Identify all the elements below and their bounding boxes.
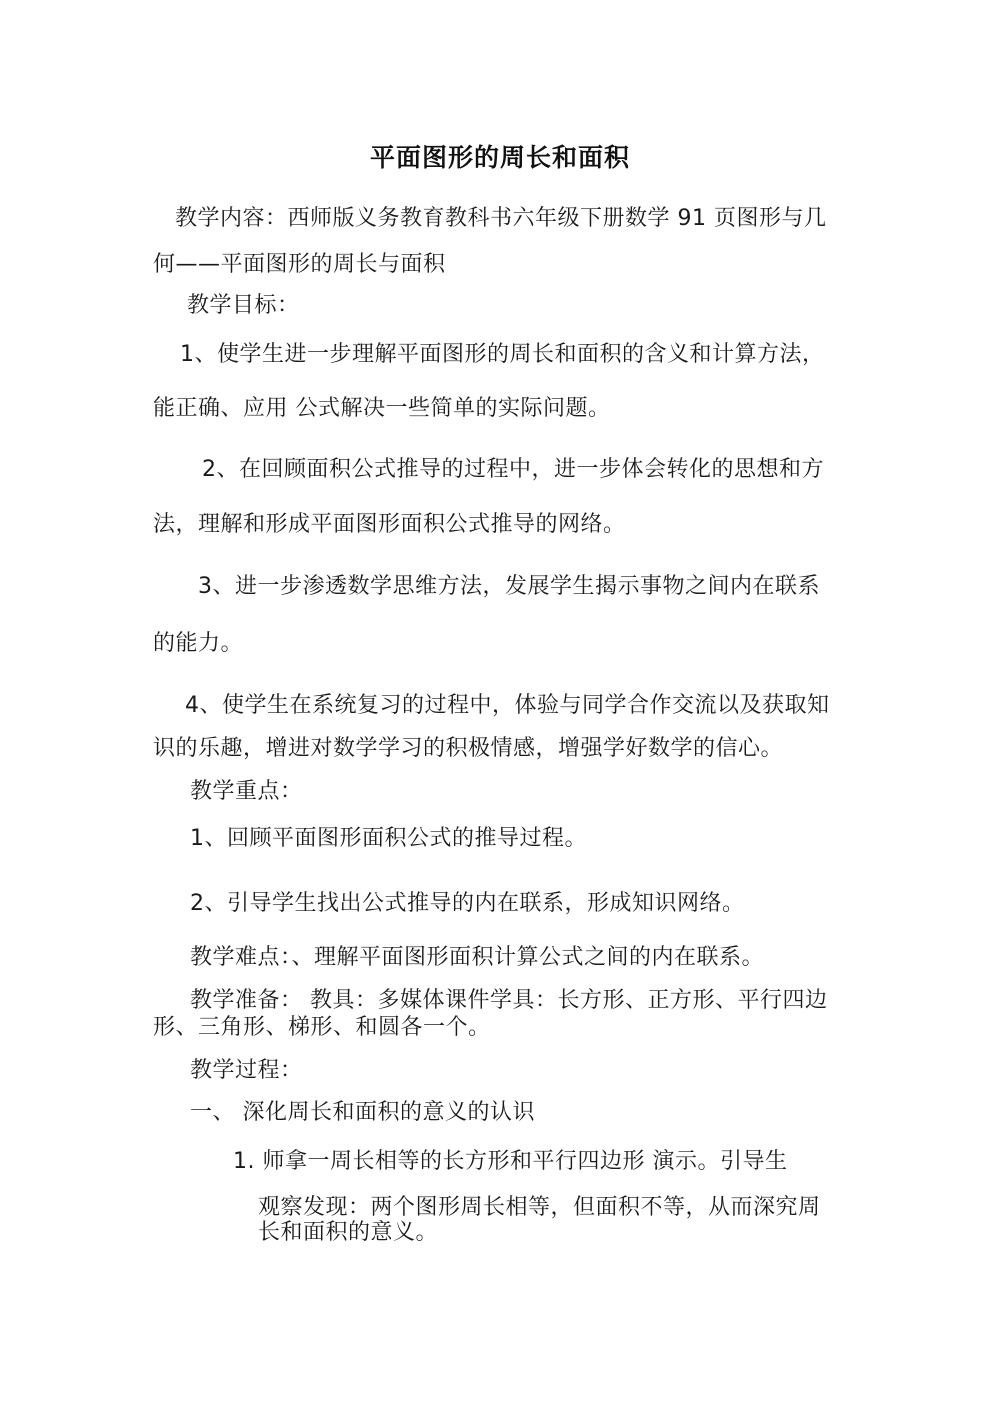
body-text-line: 法，理解和形成平面图形面积公式推导的网络。 xyxy=(153,512,626,537)
body-text-line: 3、进一步渗透数学思维方法，发展学生揭示事物之间内在联系 xyxy=(198,574,820,599)
body-text-line: 教学过程： xyxy=(190,1058,303,1083)
body-text-line: 识的乐趣，增进对数学学习的积极情感，增强学好数学的信心。 xyxy=(153,736,784,761)
body-text-line: 何——平面图形的周长与面积 xyxy=(153,252,446,277)
document-title: 平面图形的周长和面积 xyxy=(369,143,630,172)
body-text-line: 教学准备： 教具：多媒体课件学具：长方形、正方形、平行四边 xyxy=(190,988,828,1013)
body-text-line: 的能力。 xyxy=(153,631,244,656)
body-text-line: 长和面积的意义。 xyxy=(258,1220,439,1245)
body-text-line: 能正确、应用 公式解决一些简单的实际问题。 xyxy=(153,396,611,421)
body-text-line: 4、使学生在系统复习的过程中，体验与同学合作交流以及获取知 xyxy=(185,693,830,718)
body-text-line: 1. 师拿一周长相等的长方形和平行四边形 演示。引导生 xyxy=(233,1149,788,1174)
body-text-line: 观察发现：两个图形周长相等，但面积不等，从而深究周 xyxy=(258,1195,821,1220)
body-text-line: 一、 深化周长和面积的意义的认识 xyxy=(190,1100,535,1125)
body-text-line: 教学目标： xyxy=(187,293,300,318)
body-text-line: 教学难点：、理解平面图形面积计算公式之间的内在联系。 xyxy=(190,945,765,970)
body-text-line: 2、在回顾面积公式推导的过程中，进一步体会转化的思想和方 xyxy=(202,457,824,482)
body-text-line: 2、引导学生找出公式推导的内在联系，形成知识网络。 xyxy=(190,891,745,916)
body-text-line: 形、三角形、梯形、和圆各一个。 xyxy=(153,1015,491,1040)
body-text-line: 1、回顾平面图形面积公式的推导过程。 xyxy=(190,826,587,851)
body-text-line: 教学重点： xyxy=(190,779,303,804)
body-text-line: 1、使学生进一步理解平面图形的周长和面积的含义和计算方法， xyxy=(180,342,825,367)
body-text-line: 教学内容：西师版义务教育教科书六年级下册数学 91 页图形与几 xyxy=(175,206,827,231)
